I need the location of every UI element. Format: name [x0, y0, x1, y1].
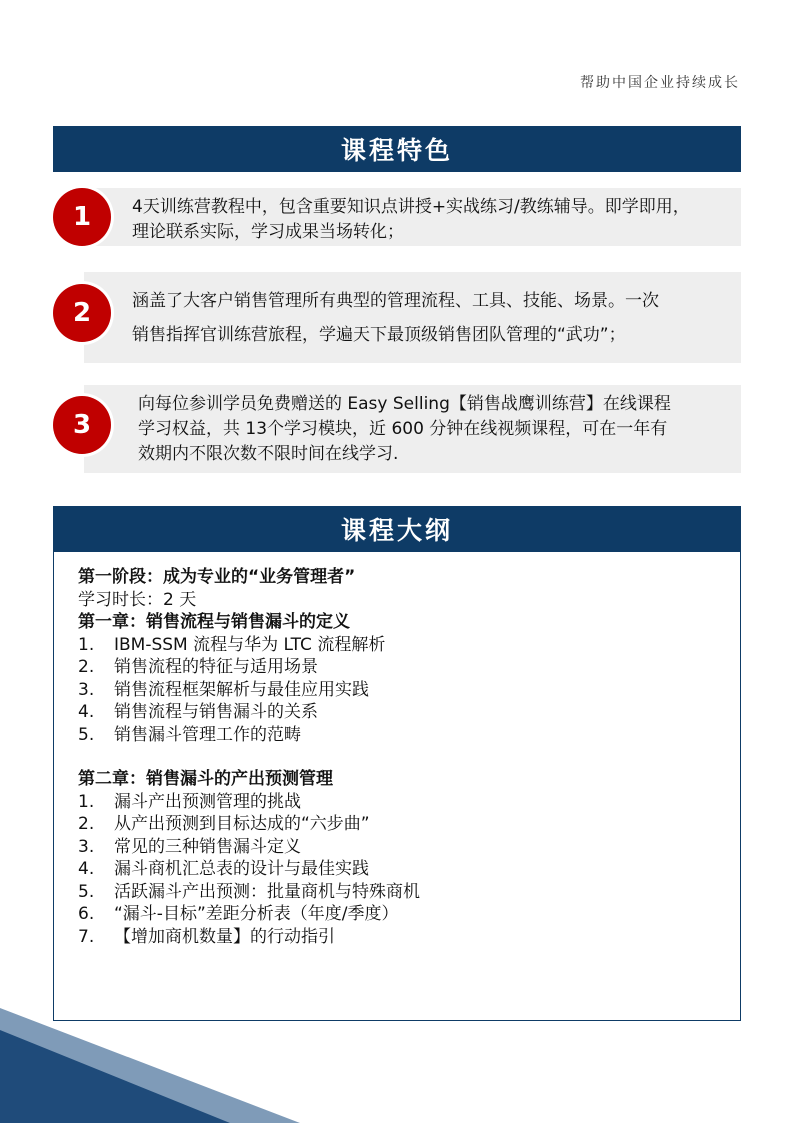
feature-text-3: 向每位参训学员免费赠送的 Easy Selling【销售战鹰训练营】在线课程 学习权益，共 13个学习模块，近 600 分钟在线视频课程，可在一年有 效期内不限次数不限时间在线学习. — [138, 393, 671, 464]
list-item-text: 常见的三种销售漏斗定义 — [114, 836, 301, 857]
list-item-number: 5. — [78, 881, 95, 902]
list-item — [78, 813, 728, 836]
list-item-number: 2. — [78, 657, 95, 677]
list-item-text: 销售漏斗管理工作的范畴 — [114, 724, 301, 745]
stage-title: 第一阶段：成为专业的“业务管理者” — [78, 567, 356, 587]
feature-number-badge-1: 1 — [53, 188, 111, 246]
list-item-number: 1. — [78, 791, 95, 812]
list-item — [78, 701, 728, 724]
feature-item-1 — [84, 188, 741, 246]
list-item-number: 5. — [78, 724, 95, 745]
list-item — [78, 836, 728, 859]
list-item — [78, 679, 728, 702]
chapter-list-1 — [78, 634, 728, 747]
list-item-text: 活跃漏斗产出预测：批量商机与特殊商机 — [114, 881, 420, 902]
feature-text-2: 涵盖了大客户销售管理所有典型的管理流程、工具、技能、场景。一次 销售指挥官训练营旅程，学遍天下最顶级销售团队管理的“武功”； — [132, 290, 659, 345]
list-item — [78, 634, 728, 657]
list-item — [78, 903, 728, 926]
chapter-title-1: 第一章：销售流程与销售漏斗的定义 — [78, 612, 350, 632]
feature-item-3 — [84, 385, 741, 473]
outline-content — [78, 566, 728, 948]
list-item-text: IBM-SSM 流程与华为 LTC 流程解析 — [114, 634, 386, 655]
list-item-number: 3. — [78, 836, 95, 857]
feature-number-badge-2: 2 — [53, 284, 111, 342]
features-title: 课程特色 — [53, 126, 741, 172]
header-slogan: 帮助中国企业持续成长 — [580, 75, 740, 91]
list-item-number: 3. — [78, 679, 95, 700]
list-item-text: “漏斗-目标”差距分析表（年度/季度） — [114, 904, 399, 924]
feature-number-badge-3: 3 — [53, 396, 111, 454]
list-item-text: 从产出预测到目标达成的“六步曲” — [114, 814, 370, 834]
feature-text-1: 4天训练营教程中，包含重要知识点讲授+实战练习/教练辅导。即学即用， 理论联系实际，学习成果当场转化； — [132, 197, 690, 242]
chapter-list-2 — [78, 791, 728, 949]
list-item-text: 销售流程框架解析与最佳应用实践 — [114, 679, 369, 700]
list-item-number: 4. — [78, 859, 95, 879]
list-item-number: 2. — [78, 814, 95, 834]
stage-duration: 学习时长：2 天 — [78, 589, 197, 610]
list-item-text: 漏斗商机汇总表的设计与最佳实践 — [114, 859, 369, 879]
list-item-number: 1. — [78, 634, 95, 655]
list-item — [78, 926, 728, 949]
list-item-text: 漏斗产出预测管理的挑战 — [114, 791, 301, 812]
list-item-number: 4. — [78, 702, 95, 722]
list-item — [78, 724, 728, 747]
list-item — [78, 791, 728, 814]
corner-decoration — [0, 1008, 300, 1123]
feature-item-2 — [84, 272, 741, 363]
list-item — [78, 656, 728, 679]
list-item-text: 【增加商机数量】的行动指引 — [114, 926, 335, 947]
outline-title: 课程大纲 — [53, 506, 741, 552]
list-item-number: 7. — [78, 926, 95, 947]
list-item-text: 销售流程与销售漏斗的关系 — [114, 702, 318, 722]
list-item-text: 销售流程的特征与适用场景 — [114, 657, 318, 677]
list-item — [78, 858, 728, 881]
chapter-title-2: 第二章：销售漏斗的产出预测管理 — [78, 769, 333, 789]
list-item-number: 6. — [78, 904, 95, 924]
list-item — [78, 881, 728, 904]
